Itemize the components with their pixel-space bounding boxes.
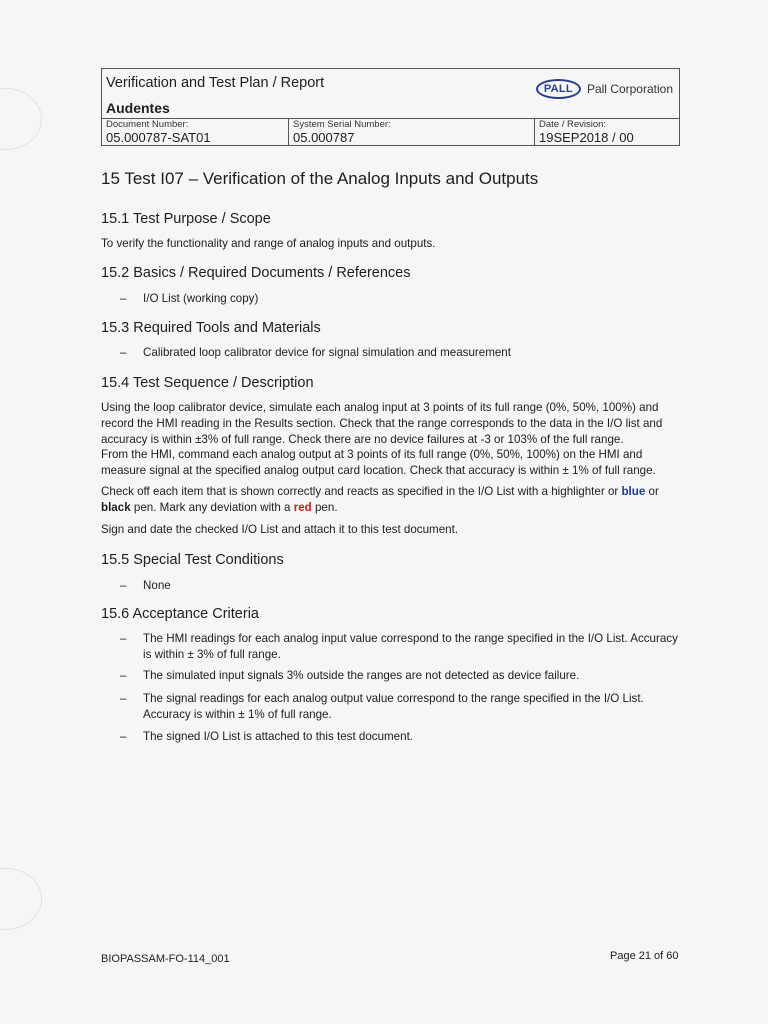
doc-number-cell	[102, 118, 289, 146]
binder-hole-mark	[0, 868, 42, 930]
date-revision-value: 19SEP2018 / 00	[539, 130, 634, 145]
binder-hole-mark	[0, 88, 42, 150]
dash-bullet: –	[120, 669, 127, 682]
dash-bullet: –	[120, 632, 127, 645]
list-item-text: The simulated input signals 3% outside the ranges are not detected as device failure.	[143, 669, 580, 682]
list-item-text: None	[143, 579, 171, 592]
sequence-paragraph-1: Using the loop calibrator device, simulate each analog input at 3 points of its full range (0%, 50%, 100%) and record the HMI reading in the Results section. Check that the range corresponds to the data in the I/O list and accuracy is within ±3% of full range. Check there are no device failures at -3 or 103% of the full range.	[101, 401, 663, 446]
blue-word: blue	[621, 485, 646, 498]
sequence-paragraph-4: Sign and date the checked I/O List and attach it to this test document.	[101, 523, 459, 536]
list-item-text: I/O List (working copy)	[143, 292, 259, 305]
date-revision-cell	[535, 118, 681, 146]
black-word: black	[101, 501, 131, 514]
company-name: Pall Corporation	[586, 82, 673, 96]
footer-form-id: BIOPASSAM-FO-114_001	[101, 953, 230, 965]
serial-number-cell	[289, 118, 535, 146]
dash-bullet: –	[120, 692, 127, 705]
heading-special-conditions: 15.5 Special Test Conditions	[101, 552, 284, 568]
dash-bullet: –	[120, 346, 127, 359]
para3-text-d: pen.	[311, 501, 338, 514]
sequence-paragraph-3	[101, 484, 681, 516]
doc-number-value: 05.000787-SAT01	[106, 130, 211, 145]
serial-number-value: 05.000787	[293, 130, 355, 145]
heading-required-tools: 15.3 Required Tools and Materials	[101, 320, 321, 336]
dash-bullet: –	[120, 730, 127, 743]
heading-basics: 15.2 Basics / Required Documents / References	[101, 265, 411, 281]
header-title-row	[102, 69, 679, 119]
list-item-text: The signal readings for each analog output value correspond to the range specified in the I/O List. Accuracy is within ± 1% of full range.	[143, 692, 644, 721]
dash-bullet: –	[120, 579, 127, 592]
purpose-text: To verify the functionality and range of analog inputs and outputs.	[101, 237, 436, 250]
serial-number-label: System Serial Number:	[293, 119, 391, 130]
section-title: 15 Test I07 – Verification of the Analog Inputs and Outputs	[101, 169, 539, 188]
footer-page-number: Page 21 of 60	[610, 950, 679, 962]
document-header	[101, 68, 680, 146]
dash-bullet: –	[120, 292, 127, 305]
list-item-text: The HMI readings for each analog input value correspond to the range specified in the I/O List. Accuracy is within ± 3% of full range.	[143, 632, 678, 661]
date-revision-label: Date / Revision:	[539, 119, 607, 130]
heading-test-sequence: 15.4 Test Sequence / Description	[101, 375, 314, 391]
sequence-paragraph-2: From the HMI, command each analog output at 3 points of its full range (0%, 50%, 100%) on the HMI and measure signal at the specified analog output card location. Check that accuracy is within ± 1% of full range.	[101, 448, 656, 477]
para3-text-a: Check off each item that is shown correctly and reacts as specified in the I/O List with a highlighter or	[101, 485, 622, 498]
list-item-text: Calibrated loop calibrator device for signal simulation and measurement	[143, 346, 511, 359]
para3-text-b: or	[645, 485, 659, 498]
para3-text-c: pen. Mark any deviation with a	[130, 501, 294, 514]
red-word: red	[293, 501, 312, 514]
header-title: Verification and Test Plan / Report	[106, 75, 325, 91]
header-subtitle: Audentes	[106, 100, 170, 116]
doc-number-label: Document Number:	[106, 119, 189, 130]
company-logo	[536, 79, 673, 99]
heading-acceptance-criteria: 15.6 Acceptance Criteria	[101, 606, 259, 622]
list-item-text: The signed I/O List is attached to this test document.	[143, 730, 414, 743]
heading-test-purpose: 15.1 Test Purpose / Scope	[101, 211, 271, 227]
pall-logo: PALL	[536, 79, 581, 99]
